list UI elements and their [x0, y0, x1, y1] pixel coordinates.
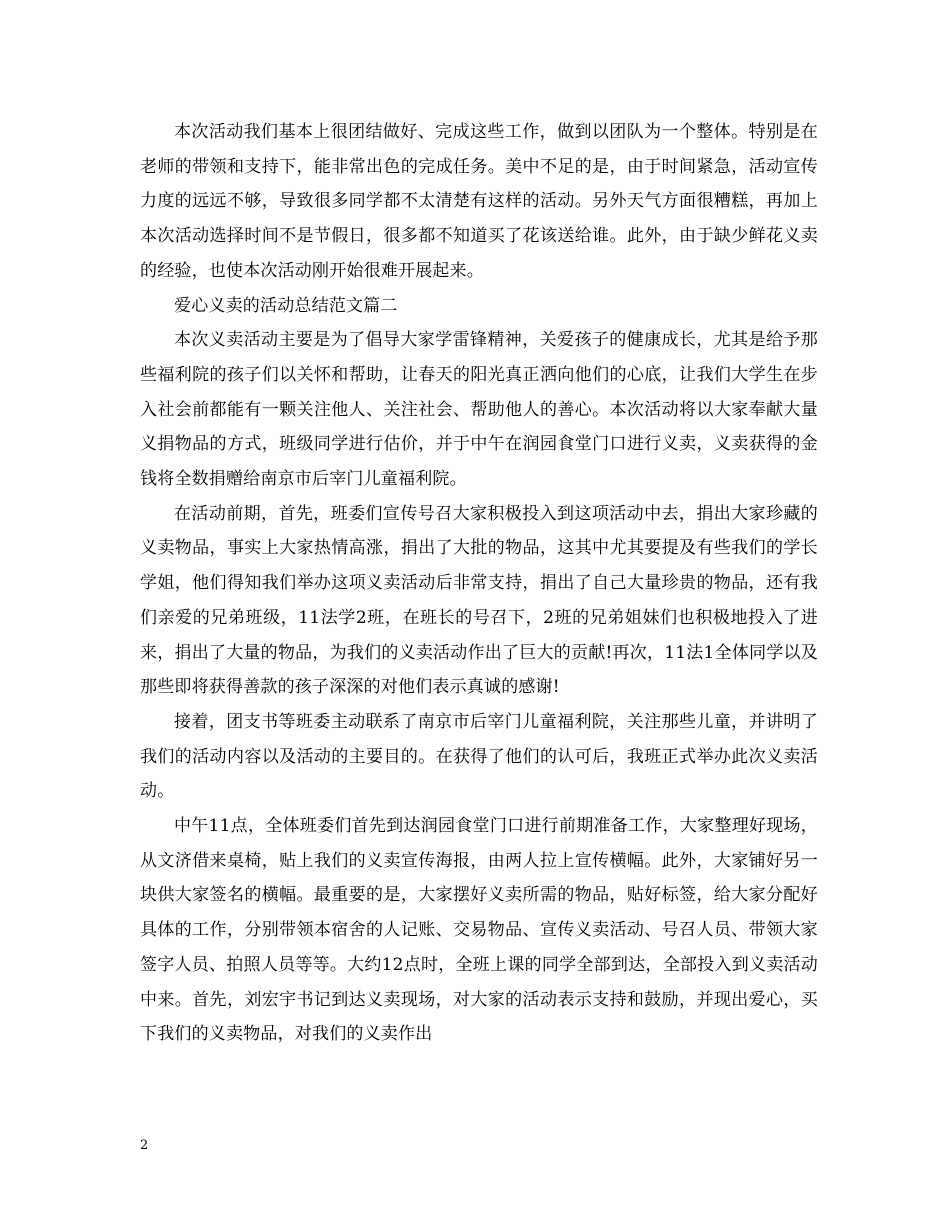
paragraph-contact: 接着，团支书等班委主动联系了南京市后宰门儿童福利院，关注那些儿童，并讲明了我们的活动内容以及活动的主要目的。在获得了他们的认可后，我班正式举办此次义卖活动。	[140, 711, 818, 802]
section-heading: 爱心义卖的活动总结范文篇二	[174, 295, 398, 316]
paragraph-preparation: 在活动前期，首先，班委们宣传号召大家积极投入到这项活动中去，捐出大家珍藏的义卖物品，事实上大家热情高涨，捐出了大批的物品，这其中尤其要提及有些我们的学长学姐，他们得知我们举办这项义卖活动后非常支持，捐出了自己大量珍贵的物品，还有我们亲爱的兄弟班级，11法学2班，在班长的号召下，2班的兄弟姐妹们也积极地投入了进来，捐出了大量的物品，为我们的义卖活动作出了巨大的贡献!再次，11法1全体同学以及那些即将获得善款的孩子深深的对他们表示真诚的感谢!	[140, 503, 818, 698]
paragraph-teamwork-summary: 本次活动我们基本上很团结做好、完成这些工作，做到以团队为一个整体。特别是在老师的带领和支持下，能非常出色的完成任务。美中不足的是，由于时间紧急，活动宣传力度的远远不够，导致很多同学都不太清楚有这样的活动。另外天气方面很糟糕，再加上本次活动选择时间不是节假日，很多都不知道买了花该送给谁。此外，由于缺少鲜花义卖的经验，也使本次活动刚开始很难开展起来。	[140, 122, 818, 281]
paragraph-purpose: 本次义卖活动主要是为了倡导大家学雷锋精神，关爱孩子的健康成长，尤其是给予那些福利院的孩子们以关怀和帮助，让春天的阳光真正洒向他们的心底，让我们大学生在步入社会前都能有一颗关注他人、关注社会、帮助他人的善心。本次活动将以大家奉献大量义捐物品的方式，班级同学进行估价，并于中午在润园食堂门口进行义卖，义卖获得的金钱将全数捐赠给南京市后宰门儿童福利院。	[140, 330, 818, 490]
page-number: 2	[140, 1138, 149, 1153]
paragraph-event-day: 中午11点，全体班委们首先到达润园食堂门口进行前期准备工作，大家整理好现场，从文济借来桌椅，贴上我们的义卖宣传海报，由两人拉上宣传横幅。此外，大家铺好另一块供大家签名的横幅。最重要的是，大家摆好义卖所需的物品，贴好标签，给大家分配好具体的工作，分别带领本宿舍的人记账、交易物品、宣传义卖活动、号召人员、带领大家签字人员、拍照人员等等。大约12点时，全班上课的同学全部到达，全部投入到义卖活动中来。首先，刘宏宇书记到达义卖现场，对大家的活动表示支持和鼓励，并现出爱心，买下我们的义卖物品，对我们的义卖作出	[140, 816, 818, 1045]
body-text	[140, 115, 818, 1052]
